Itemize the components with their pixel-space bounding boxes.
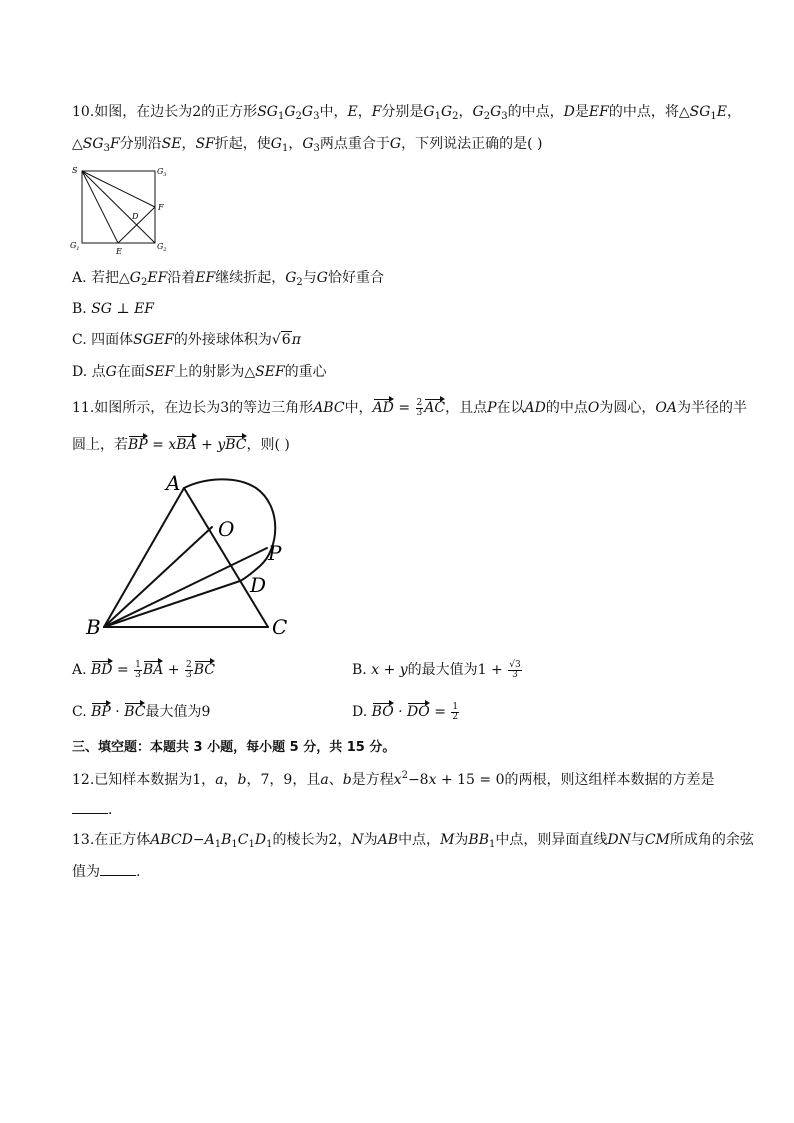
svg-text:G2: $G_2$ xyxy=(157,242,167,253)
q10-option-a: A. 若把$\triangle G_2EF$沿着EF继续折起，$G_2$与G恰好重合 xyxy=(72,270,384,288)
q10-option-b: B. SG ⊥ EF xyxy=(72,301,154,317)
label-D: D xyxy=(132,212,139,221)
label-F: F xyxy=(158,203,164,212)
label-A: A xyxy=(166,471,181,495)
q11-option-d: D. BO · DO = $\frac{1}{2}$ xyxy=(352,701,459,722)
q13-answer-blank[interactable] xyxy=(100,863,136,876)
section-3-heading: 三、填空题：本题共 3 小题，每小题 5 分，共 15 分。 xyxy=(72,740,396,755)
label-O: O xyxy=(218,517,235,541)
q12-answer-blank[interactable] xyxy=(72,801,108,814)
q11-line1: 11.如图所示，在边长为3的等边三角形ABC中，AD = $\frac{2}{3}$ AC，且点P在以AD的中点O为圆心，OA为半径的半 xyxy=(72,397,747,418)
label-C: C xyxy=(272,615,288,639)
svg-text:G3: $G_3$ xyxy=(157,167,167,178)
q10-line2: $\triangle SG_3F$分别沿SE，SF折起，使$G_1$，$G_3$两点重合于G，下列说法正确的是( ) xyxy=(72,136,543,154)
svg-text:G1: $G_1$ xyxy=(70,241,80,252)
label-E: E xyxy=(116,247,122,256)
q11-option-c: C. BP · BC最大值为9 xyxy=(72,704,211,720)
label-B: B xyxy=(86,615,101,639)
q10-option-c: C. 四面体SGEF的外接球体积为√6π xyxy=(72,332,301,348)
q12-line2: . xyxy=(72,800,112,820)
q12-line1: 12.已知样本数据为1，a，b，7，9，且a、b是方程$x^2-8x + 15 = 0$的两根，则这组样本数据的方差是 xyxy=(72,770,715,788)
q11-option-b: B. x + y的最大值为1 + $\frac{√3}{3}$ xyxy=(352,659,521,680)
q10-option-d: D. 点G在面SEF上的射影为△SEF的重心 xyxy=(72,364,327,380)
q10-line1: 10.如图，在边长为2的正方形$SG_1G_2G_3$中，E，F分别是$G_1G_2$，$G_2G_3$的中点，D是EF的中点，将$\triangle SG_1E$， xyxy=(72,104,742,122)
q11-option-a: A. BD = $\frac{1}{3}$ BA + $\frac{2}{3}$ BC xyxy=(72,659,215,680)
q11-line2: 圆上，若BP = xBA + yBC，则( ) xyxy=(72,437,290,453)
q11-triangle-figure xyxy=(84,470,324,640)
label-D: D xyxy=(250,573,267,597)
q13-line2: 值为 . xyxy=(72,864,141,880)
q10-square-figure xyxy=(64,160,184,260)
q13-line1: 13.在正方体$ABCD-A_1B_1C_1D_1$的棱长为2，N为AB中点，M为$BB_1$中点，则异面直线DN与CM所成角的余弦 xyxy=(72,832,754,850)
label-P: P xyxy=(268,541,282,565)
label-S: S xyxy=(72,166,78,175)
